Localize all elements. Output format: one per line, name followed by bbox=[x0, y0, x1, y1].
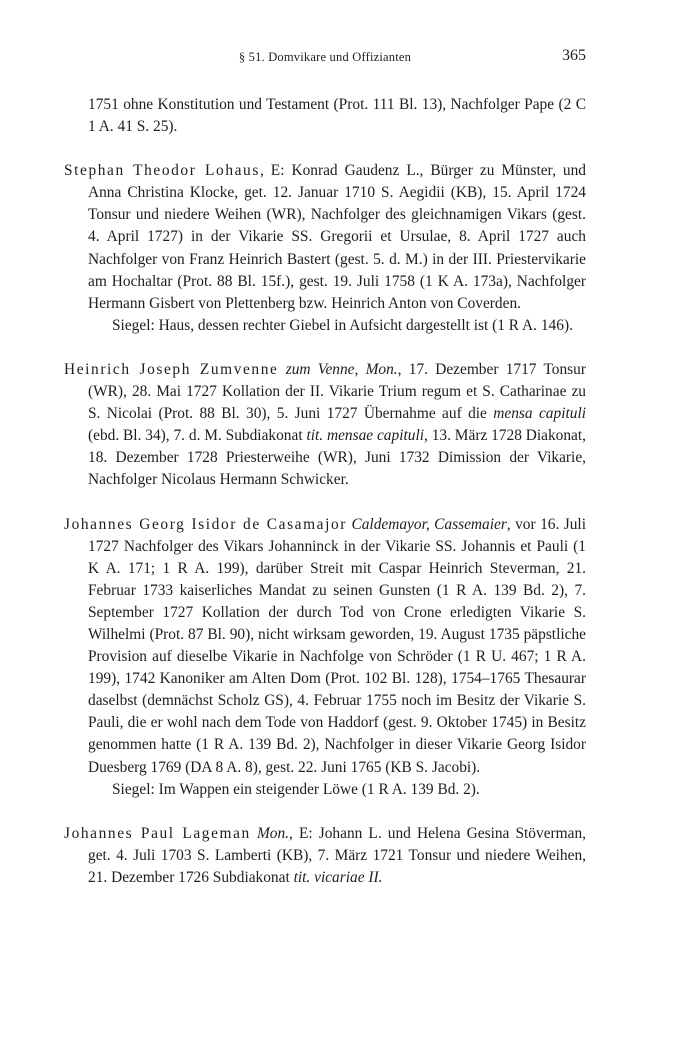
entry-name: Johannes Georg Isidor de Casamajor bbox=[64, 515, 348, 533]
entry-text-italic: Caldemayor, Cassemaier bbox=[351, 515, 507, 533]
entry-paragraph bbox=[64, 359, 586, 492]
entry-text: , E: Konrad Gaudenz L., Bürger zu Münster, und Anna Christina Klocke, get. 12. Januar 1710 S. Aegidii (KB), 15. April 1724 Tonsur und niedere Weihen (WR), Nachfolger des gleichnamigen Vikars (gest. 4. April 1727) in der Vikarie SS. Gregorii et Ursulae, 8. April 1727 auch Nachfolger von Franz Heinrich Bastert (gest. 5. d. M.) in der III. Priestervikarie am Hochaltar (Prot. 88 Bl. 15f.), gest. 19. Juli 1758 (1 K A. 173a), Nachfolger Hermann Gisbert von Plettenberg bzw. Heinrich Anton von Coverden. bbox=[88, 162, 586, 312]
page-number: 365 bbox=[562, 47, 586, 64]
entry-name: Johannes Paul Lageman bbox=[64, 824, 251, 842]
entry-text-italic: mensa capituli bbox=[493, 405, 586, 423]
entry-casamajor bbox=[64, 514, 586, 801]
entry-text: , 17. Dezember 1717 Tonsur (WR), 28. Mai 1727 Kollation der II. Vikarie Trium regum et S. Catharinae zu S. Nicolai (Prot. 88 Bl. 30), 5. Juni 1727 Übernahme auf die bbox=[88, 360, 586, 423]
entry-text: , 13. März 1728 Diakonat, 18. Dezember 1728 Priesterweihe (WR), Juni 1732 Dimission der Vikarie, Nachfolger Nicolaus Hermann Schwicker. bbox=[88, 427, 587, 489]
entry-name: Heinrich Joseph Zumvenne bbox=[64, 360, 279, 378]
continuation-paragraph: 1751 ohne Konstitution und Testament (Prot. 111 Bl. 13), Nachfolger Pape (2 C 1 A. 41 S. 25). bbox=[88, 96, 586, 136]
entry-text-italic: tit. vicariae II. bbox=[293, 868, 383, 886]
entry-name: Stephan Theodor Lohaus bbox=[64, 162, 260, 180]
entry-zumvenne bbox=[64, 359, 586, 492]
entry-lohaus bbox=[64, 160, 586, 337]
entry-paragraph bbox=[64, 160, 586, 315]
running-title: § 51. Domvikare und Offizianten bbox=[238, 50, 412, 64]
entry-text: (ebd. Bl. 34), 7. d. M. Subdiakonat bbox=[88, 427, 307, 445]
entry-paragraph bbox=[64, 514, 586, 779]
entry-text-italic: zum Venne, Mon. bbox=[285, 360, 398, 378]
entry-paragraph bbox=[64, 823, 586, 889]
body-text bbox=[64, 94, 586, 889]
entry-lageman bbox=[64, 823, 586, 889]
entry-siegel: Siegel: Im Wappen ein steigender Löwe (1 R A. 139 Bd. 2). bbox=[112, 780, 480, 798]
entry-text-italic: tit. mensae capituli bbox=[306, 427, 425, 445]
entry-text: , vor 16. Juli 1727 Nachfolger des Vikars Johanninck in der Vikarie SS. Johannis et Pauli (1 K A. 171; 1 R A. 199), darüber Streit mit Caspar Heinrich Steverman, 21. Februar 1733 kaiserliches Mandat zu seinen Gunsten (1 R A. 139 Bd. 2), 7. September 1727 Kollation der durch Tod von Crone erledigten Vikarie S. Wilhelmi (Prot. 87 Bl. 90), nicht wirksam geworden, 19. August 1735 päpstliche Provision auf dieselbe Vikarie in Nachfolge von Schröder (1 R U. 467; 1 R A. 199), 1742 Kanoniker am Alten Dom (Prot. 102 Bl. 128), 1754–1765 Thesaurar daselbst (demnächst Scholz GS), 4. Februar 1755 noch im Besitz der Vikarie S. Pauli, die er wohl nach dem Tode von Haddorf (gest. 9. Oktober 1745) in Besitz genommen hatte (1 R A. 139 Bd. 2), Nachfolger in dieser Vikarie Georg Isidor Duesberg 1769 (DA 8 A. 8), gest. 22. Juni 1765 (KB S. Jacobi). bbox=[88, 515, 586, 776]
entry-text: , E: Johann L. und Helena Gesina Stöverman, get. 4. Juli 1703 S. Lamberti (KB), 7. März 1721 Tonsur und niedere Weihen, 21. Dezember 1726 Subdiakonat bbox=[88, 824, 586, 886]
entry-text bbox=[278, 361, 285, 378]
entry-siegel: Siegel: Haus, dessen rechter Giebel in Aufsicht dargestellt ist (1 R A. 146). bbox=[112, 316, 573, 334]
page-header bbox=[64, 46, 586, 68]
entry-text-italic: Mon. bbox=[256, 824, 290, 842]
